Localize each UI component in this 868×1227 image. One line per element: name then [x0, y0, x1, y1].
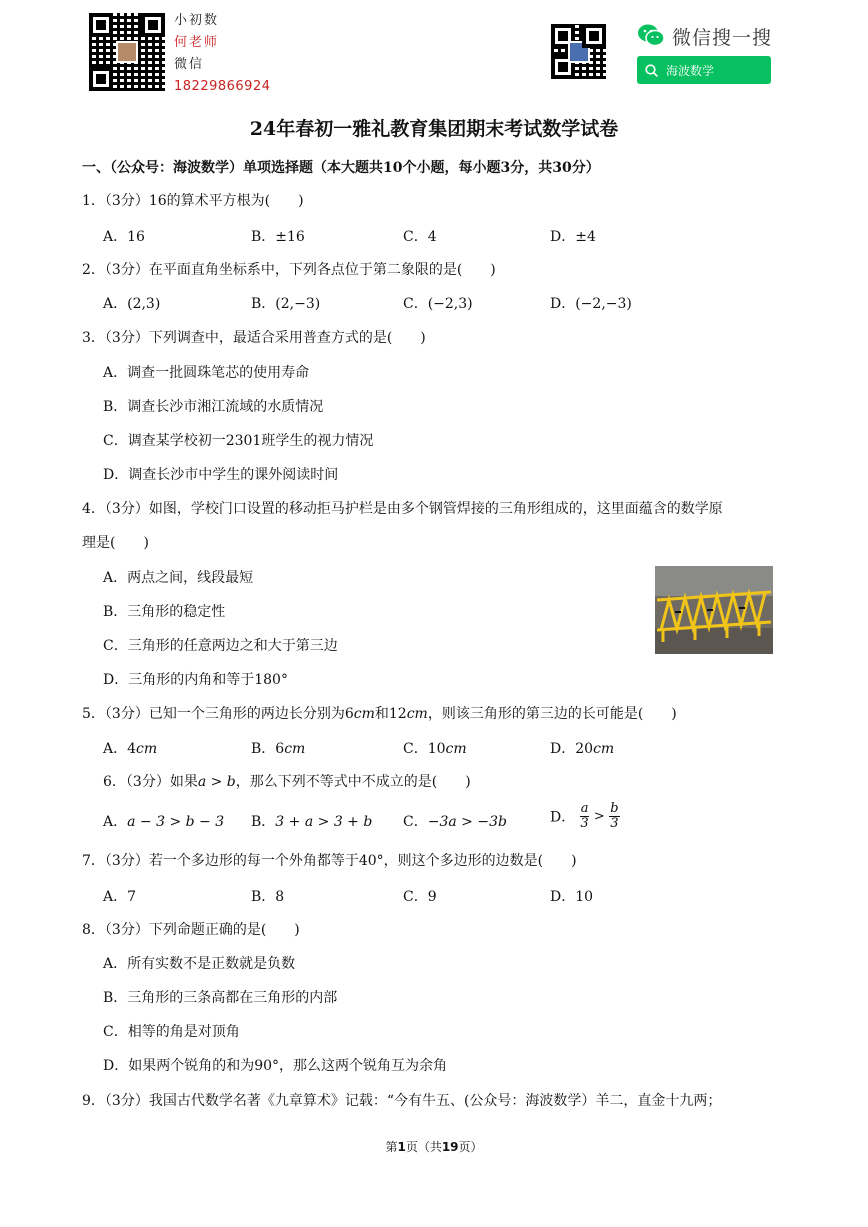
fraction-a-over-3: $\frac{a}{3}$	[580, 801, 589, 831]
search-icon	[645, 64, 658, 77]
stem-text: ，那么下列不等式中不成立的是( )	[235, 774, 471, 790]
option-b: B．3 + a > 3 + b	[251, 814, 373, 830]
option-d: D．调查长沙市中学生的课外阅读时间	[103, 467, 339, 483]
option-a: A．4cm	[103, 741, 158, 757]
page-number: 1	[397, 1140, 406, 1154]
option-d: D．如果两个锐角的和为90°，那么这两个锐角互为余角	[103, 1058, 448, 1074]
option-b: B．三角形的三条高都在三角形的内部	[103, 990, 338, 1006]
question-stem: 1．（3分）16的算术平方根为( )	[82, 193, 304, 209]
option-a: A．所有实数不是正数就是负数	[103, 956, 296, 972]
avatar	[116, 41, 138, 63]
option-c: C．−3a > −3b	[403, 814, 507, 830]
qr-code-official-account	[551, 24, 606, 79]
contact-phone: 18229866924	[174, 79, 271, 94]
stem-condition: a > b	[197, 774, 236, 790]
exam-title: 24年春初一雅礼教育集团期末考试数学试卷	[249, 118, 619, 140]
stem-text: 和	[374, 706, 389, 722]
question-stem: 8．（3分）下列命题正确的是( )	[82, 922, 300, 938]
option-b: B．三角形的稳定性	[103, 604, 226, 620]
page-total: 19	[441, 1140, 459, 1154]
contact-line2: 何老师	[174, 35, 220, 50]
stem-value: 12	[388, 706, 407, 722]
question-stem: 7．（3分）若一个多边形的每一个外角都等于40°，则这个多边形的边数是( )	[82, 853, 577, 869]
stem-text: 5．（3分）已知一个三角形的两边长分别为	[82, 706, 345, 722]
search-value: 海波数学	[666, 63, 715, 78]
option-c: C．相等的角是对顶角	[103, 1024, 240, 1040]
wechat-icon	[637, 23, 665, 47]
option-d: D．20cm	[550, 741, 615, 757]
question-stem-continued: 理是( )	[82, 535, 149, 551]
unit: cm	[406, 706, 428, 722]
option-c: C．9	[403, 889, 437, 905]
section-heading: 一、（公众号：海波数学）单项选择题（本大题共10个小题，每小题3分，共30分）	[82, 160, 600, 176]
greater-than: >	[593, 809, 605, 824]
option-c: C．调查某学校初一2301班学生的视力情况	[103, 433, 374, 449]
option-d: D．±4	[550, 229, 596, 245]
option-b: B．(2,−3)	[251, 296, 321, 312]
option-b: B．调查长沙市湘江流域的水质情况	[103, 399, 324, 415]
question-stem	[82, 703, 677, 723]
option-d: D．(−2,−3)	[550, 296, 632, 312]
option-d: D． $\frac{a}{3}$ > $\frac{b}{3}$	[550, 801, 619, 831]
contact-line3: 微信	[174, 57, 205, 72]
contact-info	[174, 10, 270, 98]
page-footer: 第1页（共19页）	[385, 1140, 483, 1154]
option-b: B．±16	[251, 229, 305, 245]
contact-line1: 小初数	[174, 13, 220, 28]
option-c: C．4	[403, 229, 437, 245]
option-a: A．a − 3 > b − 3	[103, 814, 225, 830]
question-stem: 9．（3分）我国古代数学名著《九章算术》记载：“今有牛五、(公众号：海波数学）羊二，直金十九两；	[82, 1093, 722, 1109]
option-c: C．(−2,3)	[403, 296, 473, 312]
question-stem: 4．（3分）如图，学校门口设置的移动拒马护栏是由多个钢管焊接的三角形组成的，这里面蕴含的数学原	[82, 501, 723, 517]
question-stem: 2．（3分）在平面直角坐标系中，下列各点位于第二象限的是( )	[82, 262, 496, 278]
option-d: D．10	[550, 889, 594, 905]
option-a: A．两点之间，线段最短	[103, 570, 254, 586]
qr-code-contact	[89, 13, 165, 91]
option-b: B．6cm	[251, 741, 306, 757]
option-c: C．10cm	[403, 741, 467, 757]
wechat-search-title: 微信搜一搜	[672, 27, 773, 49]
option-a: A．16	[103, 229, 145, 245]
stem-value: 6	[344, 706, 354, 722]
option-a: A．调查一批圆珠笔芯的使用寿命	[103, 365, 310, 381]
option-c: C．三角形的任意两边之和大于第三边	[103, 638, 338, 654]
unit: cm	[353, 706, 375, 722]
barrier-photo	[655, 566, 773, 654]
question-stem: 3．（3分）下列调查中，最适合采用普查方式的是( )	[82, 330, 426, 346]
question-stem	[103, 771, 471, 791]
option-b: B．8	[251, 889, 285, 905]
option-a: A．7	[103, 889, 137, 905]
fraction-b-over-3: $\frac{b}{3}$	[610, 801, 619, 831]
stem-text: ，则该三角形的第三边的长可能是( )	[427, 706, 677, 722]
option-d: D．三角形的内角和等于180°	[103, 672, 288, 688]
wechat-search-box[interactable]	[637, 56, 771, 84]
stem-text: 6．（3分）如果	[103, 774, 198, 790]
option-a: A．(2,3)	[103, 296, 161, 312]
